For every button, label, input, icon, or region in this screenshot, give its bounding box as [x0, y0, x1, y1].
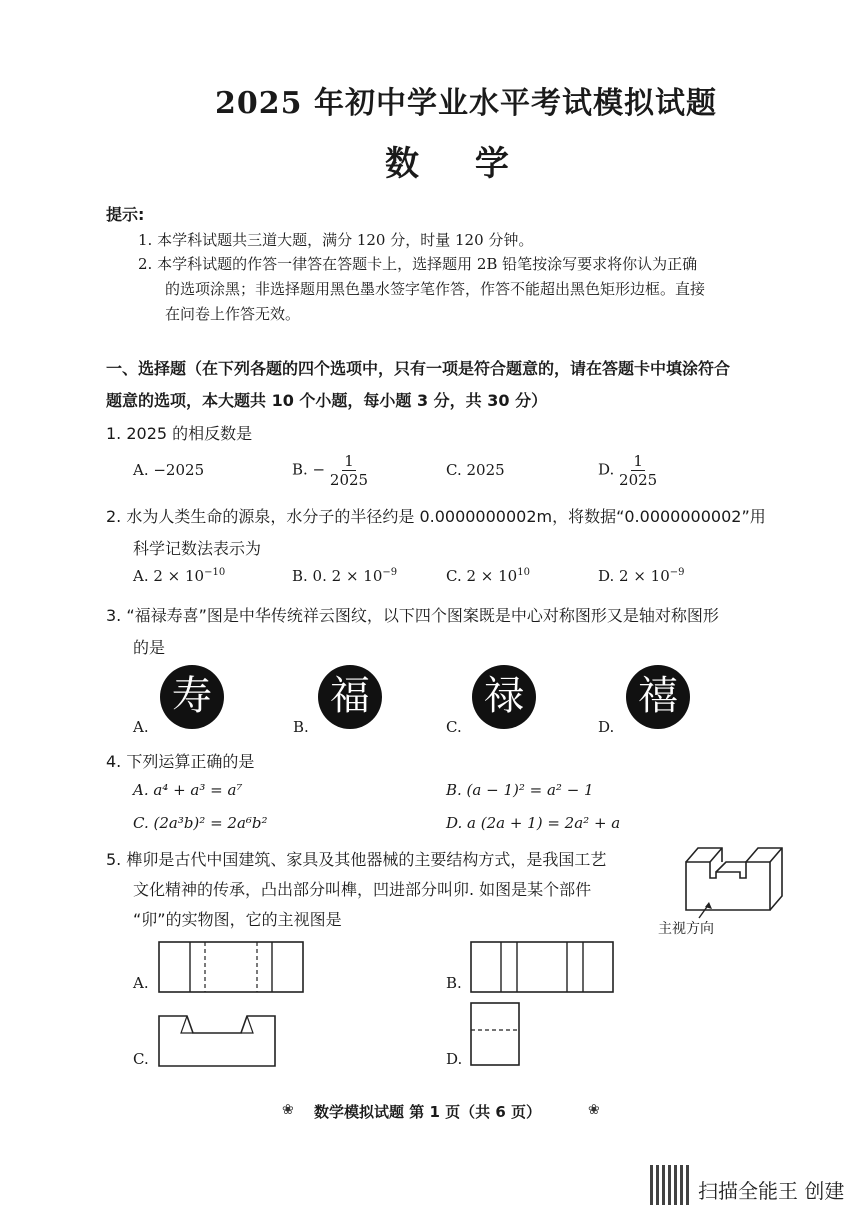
q4-option-a: A. a⁴ + a³ = a⁷ [133, 781, 243, 799]
q1-option-d [598, 452, 657, 489]
q2-stem-line-1: 2. 水为人类生命的源泉，水分子的半径约是 0.0000000002m，将数据“0.0000000002”用 [106, 507, 766, 526]
q1-option-d-fraction: $\frac{1}{2025}$ [619, 452, 658, 489]
q3-option-c: C. [446, 718, 462, 736]
q2-option-b: B. 0. $2 \times 10^{-9}$ [292, 567, 398, 585]
q1-option-b [292, 452, 368, 489]
footer-ornament-right: ❀ [588, 1102, 600, 1118]
q5-stem-line-1: 5. 榫卯是古代中国建筑、家具及其他器械的主要结构方式，是我国工艺 [106, 850, 607, 869]
q2-option-c: C. $2 \times 10^{10}$ [446, 567, 530, 585]
q3-stem-line-1: 3. “福禄寿喜”图是中华传统祥云图纹，以下四个图案既是中心对称图形又是轴对称图形 [106, 606, 719, 625]
q3-option-b: B. [293, 718, 309, 736]
q4-option-d: D. a (2a + 1) = 2a² + a [446, 814, 621, 832]
scanner-watermark: 扫描全能王 创建 [698, 1179, 845, 1203]
q5-option-d: D. [446, 1050, 463, 1068]
q4-option-c: C. (2a³b)² = 2a⁶b² [133, 814, 268, 832]
lu-emblem-glyph: 禄 [484, 673, 524, 719]
fu-emblem-glyph: 福 [330, 673, 370, 719]
section-heading-line-2: 题意的选项，本大题共 10 个小题，每小题 3 分，共 30 分） [106, 391, 548, 410]
q5-option-a-figure [158, 941, 304, 993]
tip-line-2: 2. 本学科试题的作答一律答在答题卡上，选择题用 2B 铅笔按涂写要求将你认为正确 [138, 255, 698, 273]
q5-option-d-figure [470, 1002, 520, 1066]
q1-option-c: C. 2025 [446, 461, 505, 479]
q3-option-a: A. [133, 718, 149, 736]
q1-option-a: A. −2025 [133, 461, 205, 479]
exam-title: 2025 年初中学业水平考试模拟试题 [215, 86, 717, 121]
tips-label: 提示: [106, 205, 145, 224]
subject-title: 数 学 [385, 144, 531, 184]
q5-option-c-figure [158, 1015, 276, 1067]
xi-emblem-glyph: 禧 [638, 673, 678, 719]
q4-stem: 4. 下列运算正确的是 [106, 752, 255, 771]
q4-option-b: B. (a − 1)² = a² − 1 [446, 781, 594, 799]
shou-emblem-glyph: 寿 [172, 673, 212, 719]
q1-option-b-label: B. − [292, 460, 326, 479]
q2-option-a: A. $2 \times 10^{-10}$ [133, 567, 226, 585]
q5-stem-line-3: “卯”的实物图，它的主视图是 [133, 910, 342, 929]
page-footer: 数学模拟试题 第 1 页（共 6 页） [314, 1103, 541, 1121]
q1-option-b-fraction: $\frac{1}{2025}$ [329, 452, 369, 489]
tip-line-4: 在问卷上作答无效。 [165, 305, 301, 323]
q5-option-a: A. [133, 974, 149, 992]
q5-option-c: C. [133, 1050, 149, 1068]
tip-line-3: 的选项涂黑；非选择题用黑色墨水签字笔作答，作答不能超出黑色矩形边框。直接 [165, 280, 706, 298]
q1-stem: 1. 2025 的相反数是 [106, 424, 253, 443]
q5-stem-line-2: 文化精神的传承，凸出部分叫榫，凹进部分叫卯. 如图是某个部件 [133, 880, 592, 899]
section-heading-line-1: 一、选择题（在下列各题的四个选项中，只有一项是符合题意的，请在答题卡中填涂符合 [106, 359, 731, 378]
view-direction-arrow [695, 900, 719, 920]
q1-option-d-label: D. [598, 460, 615, 479]
view-direction-caption: 主视方向 [658, 921, 714, 937]
q5-option-b-figure [470, 941, 614, 993]
q5-option-b: B. [446, 974, 462, 992]
footer-ornament-left: ❀ [282, 1102, 294, 1118]
q2-option-d: D. $2 \times 10^{-9}$ [598, 567, 685, 585]
q3-option-d: D. [598, 718, 615, 736]
q3-stem-line-2: 的是 [133, 638, 166, 657]
qr-code-image [650, 1165, 690, 1205]
tip-line-1: 1. 本学科试题共三道大题，满分 120 分，时量 120 分钟。 [138, 231, 534, 249]
q2-stem-line-2: 科学记数法表示为 [133, 539, 262, 558]
